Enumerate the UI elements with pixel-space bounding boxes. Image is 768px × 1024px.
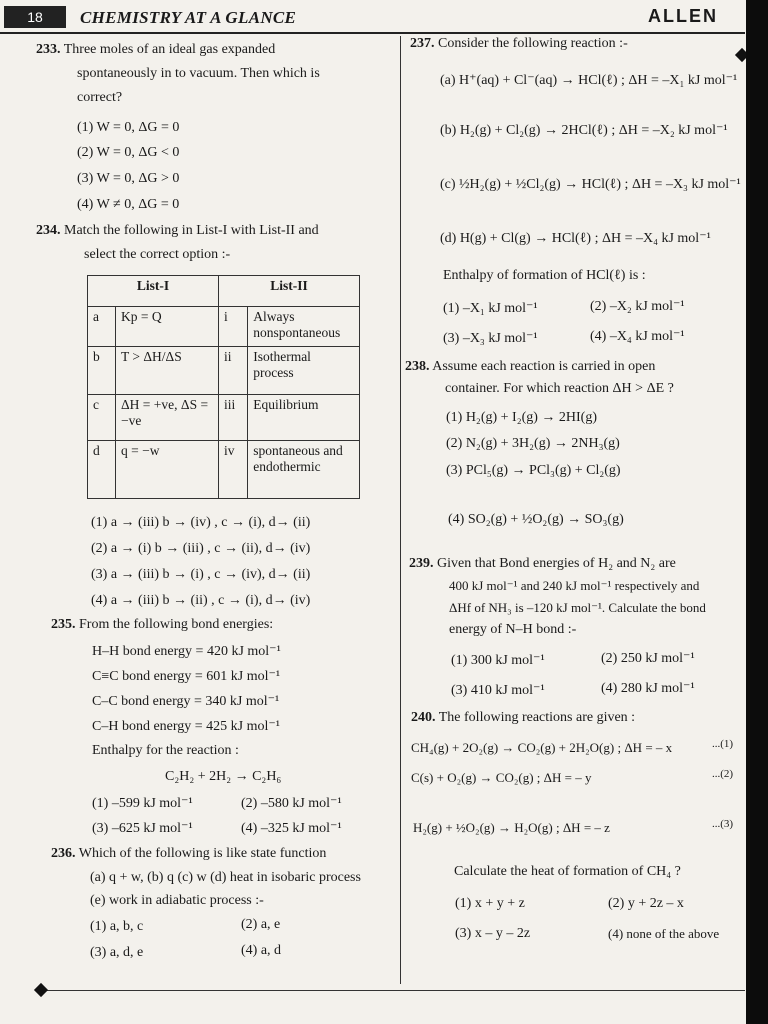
table-cell: Isothermal process — [248, 347, 360, 395]
reaction: (d) H(g) + Cl(g) → HCl(ℓ) ; ΔH = –X₄ kJ mol⁻¹ — [440, 231, 711, 246]
option[interactable]: (3) PCl₅(g) → PCl₃(g) + Cl₂(g) — [446, 463, 621, 478]
question-233: 233. Three moles of an ideal gas expanded — [36, 42, 276, 57]
question-text: select the correct option :- — [84, 247, 231, 262]
reaction: C₂H₂ + 2H₂ → C₂H₆ — [165, 769, 282, 784]
table-cell: c — [88, 395, 116, 441]
option[interactable]: (4) SO₂(g) + ½O₂(g) → SO₃(g) — [448, 512, 624, 527]
reaction: (a) H⁺(aq) + Cl⁻(aq) → HCl(ℓ) ; ΔH = –X₁ kJ mol⁻¹ — [440, 73, 738, 88]
table-cell: ΔH = +ve, ΔS = −ve — [116, 395, 219, 441]
diamond-ornament-icon — [34, 983, 48, 997]
question-text: Enthalpy for the reaction : — [92, 743, 239, 758]
table-cell: b — [88, 347, 116, 395]
reaction: C(s) + O₂(g) → CO₂(g) ; ΔH = – y — [411, 770, 592, 785]
option[interactable]: (4) 280 kJ mol⁻¹ — [601, 681, 695, 696]
table-cell: ii — [219, 347, 248, 395]
table-cell: d — [88, 441, 116, 499]
bottom-rule — [40, 990, 745, 991]
question-237: 237. Consider the following reaction :- — [410, 36, 628, 51]
option[interactable]: (3) a, d, e — [90, 945, 144, 960]
option[interactable]: (3) –X₃ kJ mol⁻¹ — [443, 331, 538, 346]
option[interactable]: (1) H₂(g) + I₂(g) → 2HI(g) — [446, 410, 597, 425]
option[interactable]: (3) –625 kJ mol⁻¹ — [92, 821, 193, 836]
question-text: spontaneously in to vacuum. Then which is — [77, 66, 320, 81]
table-cell: Kp = Q — [116, 307, 219, 347]
option[interactable]: (3) W = 0, ΔG > 0 — [77, 171, 180, 186]
question-text: correct? — [77, 90, 123, 105]
option[interactable]: (2) a, e — [241, 917, 281, 932]
question-text: (a) q + w, (b) q (c) w (d) heat in isobaric process — [90, 870, 361, 885]
option[interactable]: (2) W = 0, ΔG < 0 — [77, 145, 180, 160]
option[interactable]: (2) a → (i) b → (iii) , c → (ii), d→ (iv) — [91, 541, 311, 556]
question-text: Enthalpy of formation of HCl(ℓ) is : — [443, 268, 646, 283]
question-text: Calculate the heat of formation of CH₄ ? — [454, 864, 681, 879]
question-238: 238. Assume each reaction is carried in open — [405, 359, 656, 374]
page-title: CHEMISTRY AT A GLANCE — [80, 8, 297, 27]
table-cell: Always nonspontaneous — [248, 307, 360, 347]
question-text: container. For which reaction ΔH > ΔE ? — [445, 381, 674, 396]
question-235: 235. From the following bond energies: — [51, 617, 274, 632]
table-header: List-II — [219, 276, 360, 307]
question-text: ΔHf of NH₃ is –120 kJ mol⁻¹. Calculate the bond — [449, 600, 706, 615]
brand-logo: ALLEN — [648, 6, 718, 26]
equation-tag: ...(1) — [712, 738, 734, 750]
match-table — [87, 275, 360, 499]
bond-energy: C≡C bond energy = 601 kJ mol⁻¹ — [92, 669, 281, 684]
option[interactable]: (4) a, d — [241, 943, 282, 958]
question-text: (e) work in adiabatic process :- — [90, 893, 264, 908]
equation-tag: ...(2) — [712, 768, 734, 780]
bond-energy: H–H bond energy = 420 kJ mol⁻¹ — [92, 644, 281, 659]
equation-tag: ...(3) — [712, 818, 734, 830]
option[interactable]: (3) x – y – 2z — [455, 926, 531, 941]
option[interactable]: (2) –580 kJ mol⁻¹ — [241, 796, 342, 811]
table-cell: T > ΔH/ΔS — [116, 347, 219, 395]
bond-energy: C–H bond energy = 425 kJ mol⁻¹ — [92, 719, 280, 734]
option[interactable]: (1) x + y + z — [455, 896, 525, 911]
question-text: energy of N–H bond :- — [449, 622, 577, 637]
option[interactable]: (2) 250 kJ mol⁻¹ — [601, 651, 695, 666]
question-240: 240. The following reactions are given : — [411, 710, 636, 725]
table-cell: q = −w — [116, 441, 219, 499]
option[interactable]: (4) –X₄ kJ mol⁻¹ — [590, 329, 685, 344]
option[interactable]: (1) a → (iii) b → (iv) , c → (i), d→ (ii) — [91, 515, 311, 530]
question-239: 239. Given that Bond energies of H₂ and N₂ are — [409, 556, 676, 571]
reaction: CH₄(g) + 2O₂(g) → CO₂(g) + 2H₂O(g) ; ΔH = – x — [411, 740, 673, 755]
option[interactable]: (1) –X₁ kJ mol⁻¹ — [443, 301, 538, 316]
option[interactable]: (1) a, b, c — [90, 919, 144, 934]
reaction: (b) H₂(g) + Cl₂(g) → 2HCl(ℓ) ; ΔH = –X₂ kJ mol⁻¹ — [440, 123, 728, 138]
option[interactable]: (4) –325 kJ mol⁻¹ — [241, 821, 342, 836]
question-236: 236. Which of the following is like state function — [51, 846, 327, 861]
option[interactable]: (3) a → (iii) b → (i) , c → (iv), d→ (ii) — [91, 567, 311, 582]
option[interactable]: (4) W ≠ 0, ΔG = 0 — [77, 197, 180, 212]
table-cell: a — [88, 307, 116, 347]
column-divider — [400, 36, 401, 984]
option[interactable]: (3) 410 kJ mol⁻¹ — [451, 683, 545, 698]
option[interactable]: (2) y + 2z – x — [608, 896, 684, 911]
reaction: H₂(g) + ½O₂(g) → H₂O(g) ; ΔH = – z — [413, 820, 610, 835]
table-cell: i — [219, 307, 248, 347]
question-text: 400 kJ mol⁻¹ and 240 kJ mol⁻¹ respectively and — [449, 578, 700, 593]
table-cell: iv — [219, 441, 248, 499]
table-cell: iii — [219, 395, 248, 441]
page-number: 18 — [4, 6, 66, 28]
table-cell: spontaneous and endothermic — [248, 441, 360, 499]
header-rule — [0, 10, 745, 34]
table-cell: Equilibrium — [248, 395, 360, 441]
page-edge-shadow — [746, 0, 768, 1024]
question-234: 234. Match the following in List-I with List-II and — [36, 223, 319, 238]
option[interactable]: (2) N₂(g) + 3H₂(g) → 2NH₃(g) — [446, 436, 620, 451]
option[interactable]: (1) W = 0, ΔG = 0 — [77, 120, 180, 135]
option[interactable]: (4) none of the above — [608, 926, 720, 941]
option[interactable]: (4) a → (iii) b → (ii) , c → (i), d→ (iv) — [91, 593, 311, 608]
reaction: (c) ½H₂(g) + ½Cl₂(g) → HCl(ℓ) ; ΔH = –X₃ kJ mol⁻¹ — [440, 177, 741, 192]
option[interactable]: (1) 300 kJ mol⁻¹ — [451, 653, 545, 668]
option[interactable]: (1) –599 kJ mol⁻¹ — [92, 796, 193, 811]
bond-energy: C–C bond energy = 340 kJ mol⁻¹ — [92, 694, 280, 709]
table-header: List-I — [88, 276, 219, 307]
option[interactable]: (2) –X₂ kJ mol⁻¹ — [590, 299, 685, 314]
